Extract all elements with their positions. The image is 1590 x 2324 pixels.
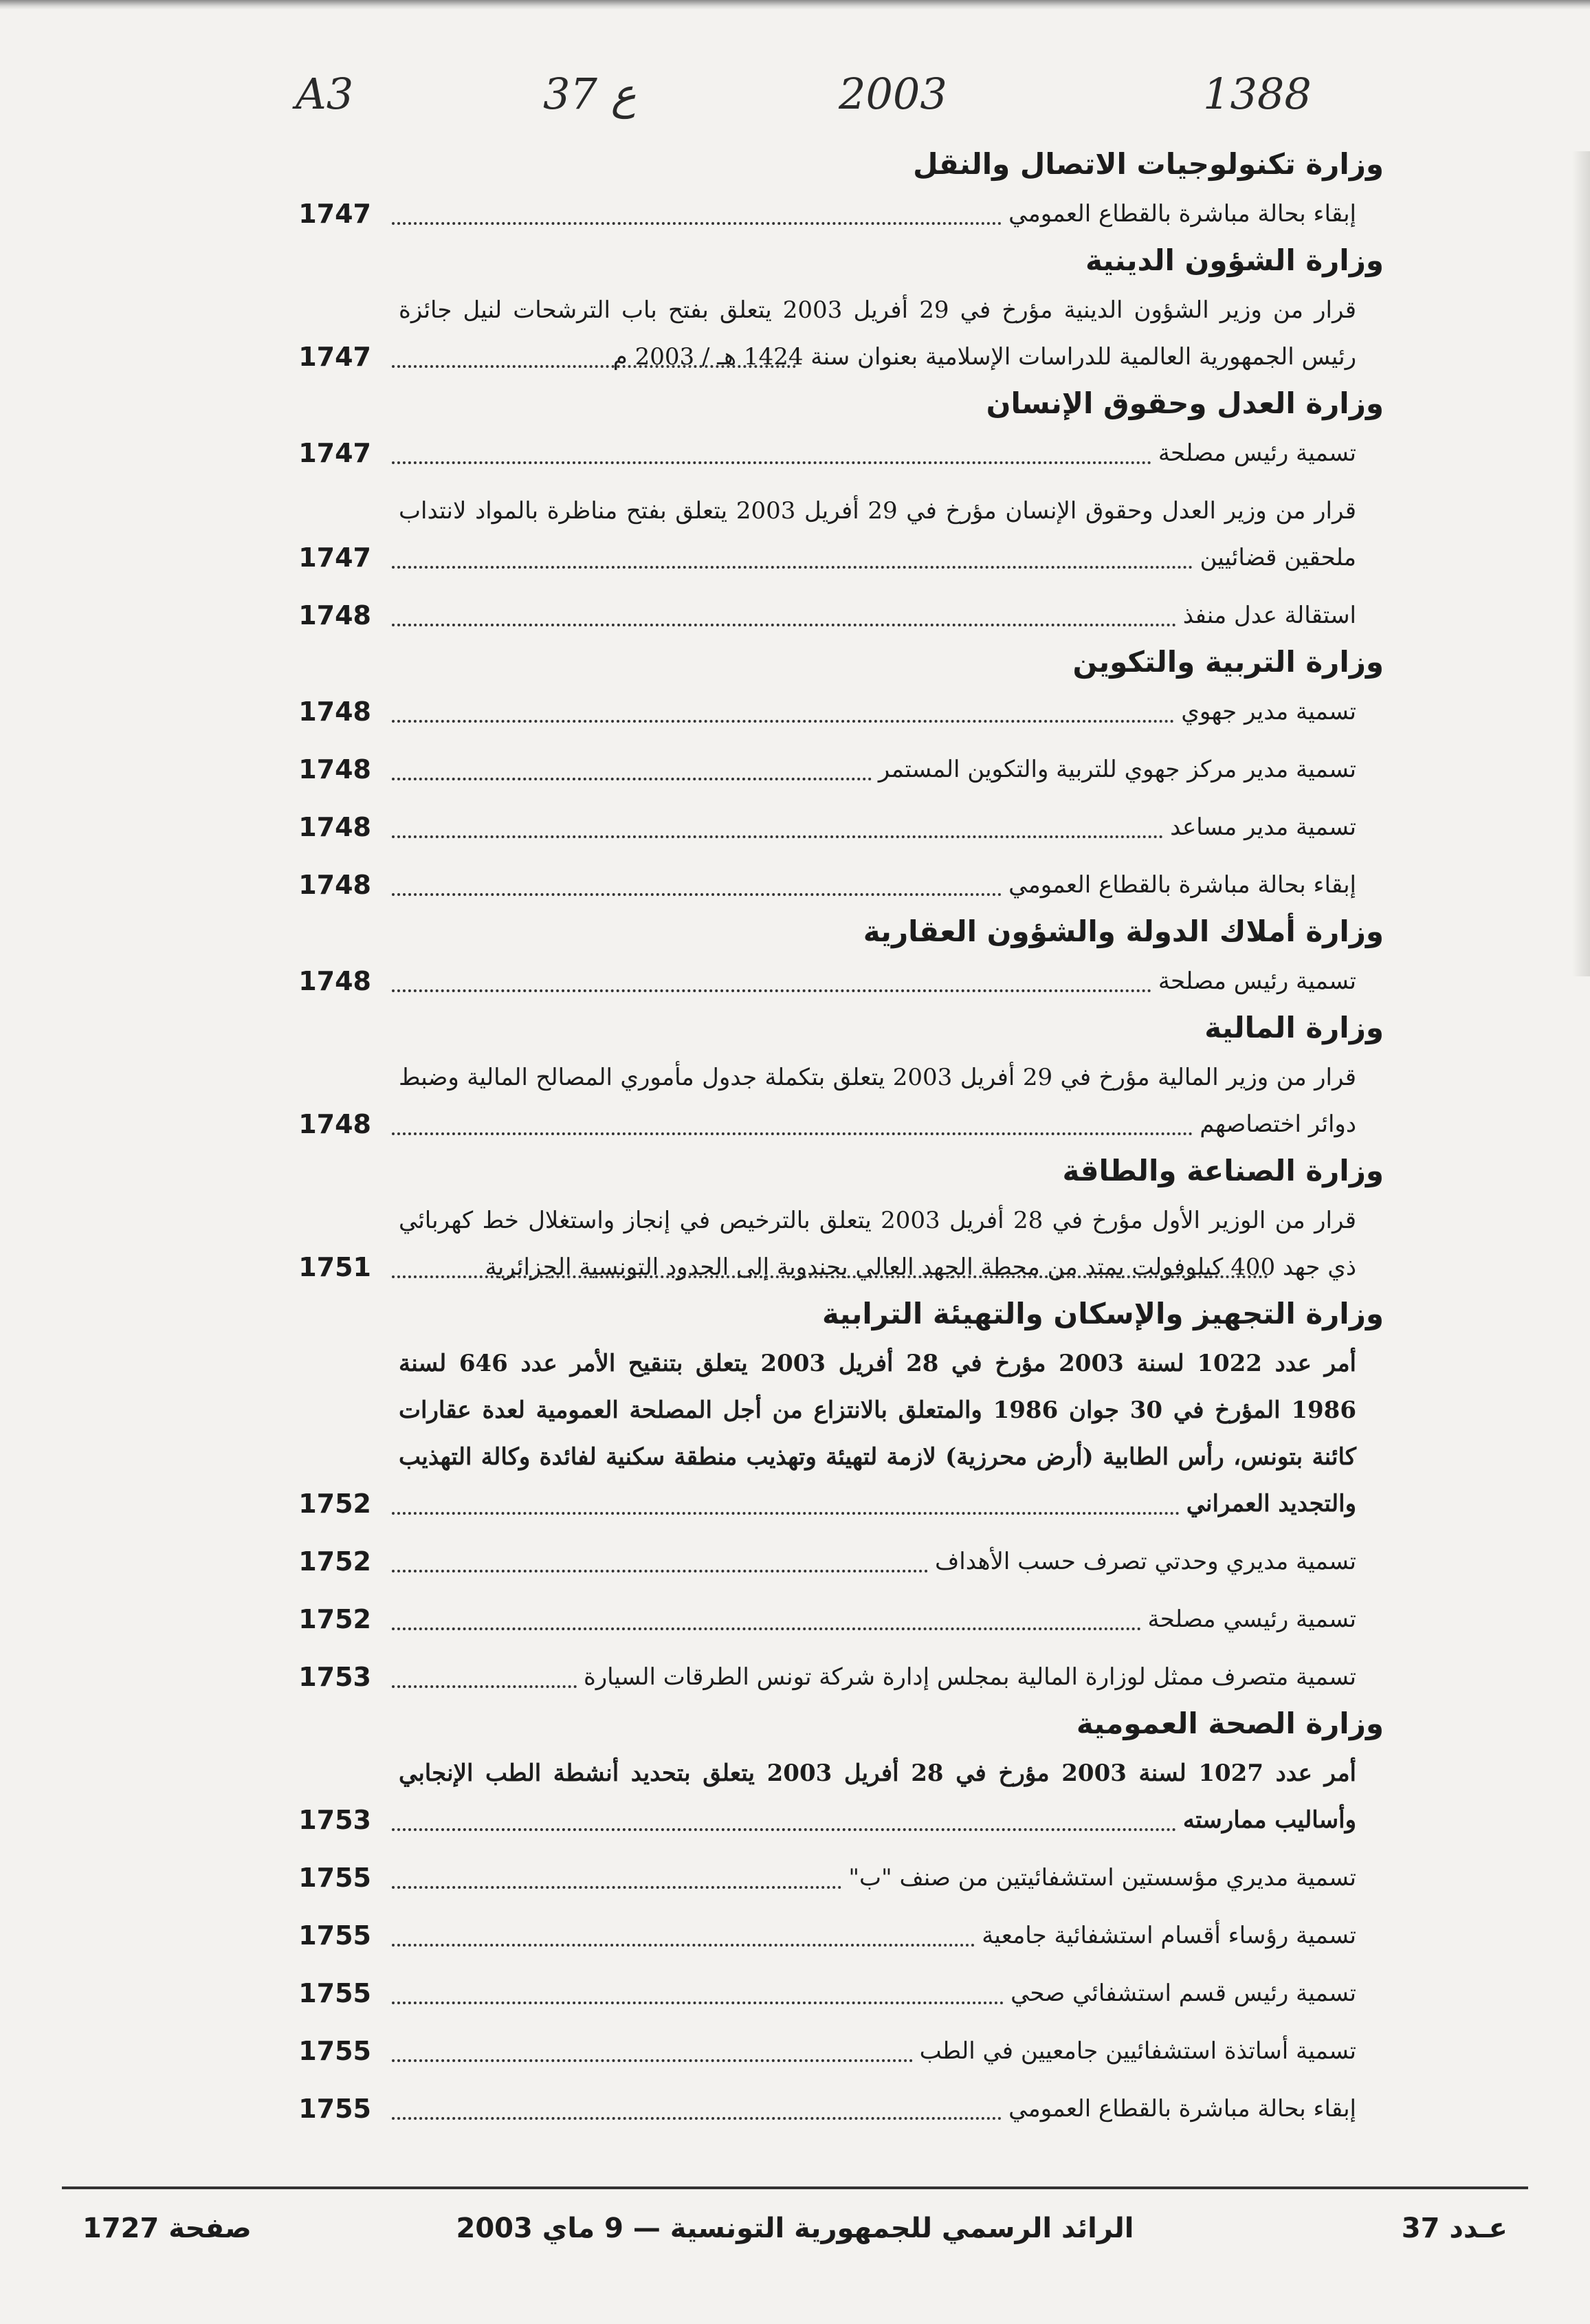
- dot-leader: [392, 775, 872, 780]
- entry-page-number: 1748: [298, 754, 371, 785]
- entry-title: إبقاء بحالة مباشرة بالقطاع العمومي: [1008, 200, 1356, 228]
- entry-page-number: 1755: [298, 1863, 371, 1893]
- toc-entry: [247, 592, 1384, 639]
- entry-title: تسمية مديري مؤسستين استشفائيتين من صنف "ب": [848, 1864, 1356, 1892]
- entry-page-number: 1753: [298, 1805, 371, 1835]
- handwritten-note: 2003: [839, 69, 947, 119]
- entry-title: تسمية متصرف ممثل لوزارة المالية بمجلس إدارة شركة تونس الطرقات السيارة: [583, 1663, 1356, 1691]
- ministry-heading: وزارة الصحة العمومية: [1076, 1707, 1384, 1740]
- entry-page-number: 1748: [298, 870, 371, 900]
- dot-leader: [392, 1999, 1004, 2004]
- page-footer: [62, 2204, 1528, 2252]
- journal-title: الرائد الرسمي للجمهورية التونسية — 9 ماي 2003: [456, 2213, 1134, 2244]
- entry-title: أمر عدد 1022 لسنة 2003 مؤرخ في 28 أفريل 2003 يتعلق بتنقيح الأمر عدد 646 لسنة 1986 المؤرخ في 30 جوان 1986 والمتعلق بالانتزاع من أجل المصلحة العمومية لعدة عقارات كائنة بتونس، رأس الطابية (أرض محرزية) لازمة لتهيئة وتهذيب منطقة سكنية لفائدة وكالة التهذيب والتجديد العمراني: [399, 1350, 1356, 1517]
- entry-title: تسمية رئيسي مصلحة: [1147, 1605, 1356, 1633]
- scan-shadow: [1572, 151, 1590, 976]
- entry-page-number: 1748: [298, 1109, 371, 1139]
- entry-title: قرار من وزير الشؤون الدينية مؤرخ في 29 أفريل 2003 يتعلق بفتح باب الترشحات لنيل جائزة رئيس الجمهورية العالمية للدراسات الإسلامية بعنوان سنة 1424 هـ / 2003 م: [399, 296, 1357, 371]
- issue-number: عـدد 37: [1401, 2213, 1508, 2244]
- entry-title: تسمية مديري وحدتي تصرف حسب الأهداف: [935, 1548, 1356, 1575]
- toc-entry: [247, 1750, 1384, 1843]
- entry-page-number: 1752: [298, 1604, 371, 1634]
- entry-page-number: 1747: [298, 342, 371, 372]
- dot-leader: [392, 362, 796, 368]
- dot-leader: [392, 1567, 928, 1572]
- dot-leader: [392, 717, 1174, 723]
- dot-leader: [392, 1682, 577, 1688]
- toc-entry: [247, 430, 1384, 476]
- toc-entry: [247, 1538, 1384, 1585]
- dot-leader: [392, 1883, 841, 1889]
- entry-title: تسمية رؤساء أقسام استشفائية جامعية: [982, 1922, 1356, 1949]
- entry-title: تسمية مدير جهوي: [1181, 698, 1356, 725]
- entry-page-number: 1748: [298, 966, 371, 996]
- entry-page-number: 1755: [298, 1920, 371, 1951]
- entry-page-number: 1748: [298, 812, 371, 842]
- entry-page-number: 1753: [298, 1662, 371, 1692]
- entry-title: تسمية مدير مساعد: [1170, 813, 1356, 841]
- entry-page-number: 1747: [298, 438, 371, 468]
- toc-entry: [247, 804, 1384, 851]
- toc-entry: [247, 958, 1384, 1005]
- toc-entry: [247, 1596, 1384, 1643]
- entry-title: تسمية رئيس مصلحة: [1158, 967, 1356, 995]
- toc-entry: [247, 1912, 1384, 1959]
- toc-entry: [247, 1197, 1384, 1291]
- dot-leader: [392, 1625, 1141, 1630]
- toc-entry: [247, 688, 1384, 735]
- ministry-heading: وزارة الشؤون الدينية: [1085, 243, 1384, 277]
- handwritten-note: 37 ع: [543, 69, 637, 119]
- toc-entry: [247, 1054, 1384, 1148]
- entry-title: إبقاء بحالة مباشرة بالقطاع العمومي: [1008, 871, 1356, 899]
- toc-entry: [247, 1654, 1384, 1700]
- entry-title: تسمية أساتذة استشفائيين جامعيين في الطب: [919, 2037, 1356, 2065]
- entry-title: أمر عدد 1027 لسنة 2003 مؤرخ في 28 أفريل 2003 يتعلق بتحديد أنشطة الطب الإنجابي وأساليب ممارسته: [399, 1760, 1356, 1834]
- footer-rule: [62, 2186, 1528, 2189]
- entry-title: قرار من الوزير الأول مؤرخ في 28 أفريل 2003 يتعلق بالترخيص في إنجاز واستغلال خط كهربائي ذي جهد 400 كيلوفولت يمتد من محطة الجهد العالي بجندوبة إلى الحدود التونسية الجزائرية: [399, 1207, 1356, 1281]
- entry-title: إبقاء بحالة مباشرة بالقطاع العمومي: [1008, 2095, 1356, 2123]
- dot-leader: [392, 459, 1151, 464]
- dot-leader: [392, 563, 1193, 569]
- table-of-contents: [247, 141, 1384, 2132]
- dot-leader: [392, 621, 1176, 626]
- dot-leader: [392, 1130, 1193, 1135]
- entry-page-number: 1752: [298, 1546, 371, 1577]
- ministry-heading: وزارة أملاك الدولة والشؤون العقارية: [863, 914, 1384, 948]
- ministry-heading: وزارة التربية والتكوين: [1072, 645, 1384, 679]
- toc-entry: [247, 1970, 1384, 2017]
- toc-entry: [247, 487, 1384, 581]
- entry-page-number: 1755: [298, 2094, 371, 2124]
- entry-page-number: 1751: [298, 1252, 371, 1282]
- entry-title: تسمية مدير مركز جهوي للتربية والتكوين المستمر: [878, 756, 1356, 783]
- ministry-heading: وزارة تكنولوجيات الاتصال والنقل: [913, 147, 1384, 181]
- handwritten-notes: [0, 69, 1590, 151]
- handwritten-note: A3: [296, 69, 354, 119]
- dot-leader: [392, 1509, 1180, 1515]
- entry-title: تسمية رئيس قسم استشفائي صحي: [1011, 1980, 1356, 2007]
- ministry-heading: وزارة الصناعة والطاقة: [1062, 1154, 1384, 1187]
- entry-page-number: 1748: [298, 600, 371, 631]
- entry-page-number: 1747: [298, 542, 371, 573]
- dot-leader: [392, 1826, 1176, 1831]
- ministry-heading: وزارة التجهيز والإسكان والتهيئة الترابية: [822, 1297, 1384, 1330]
- toc-entry: [247, 190, 1384, 237]
- toc-entry: [247, 1854, 1384, 1901]
- entry-title: قرار من وزير العدل وحقوق الإنسان مؤرخ في 29 أفريل 2003 يتعلق بفتح مناظرة بالمواد لانتداب ملحقين قضائيين: [399, 497, 1357, 571]
- entry-page-number: 1755: [298, 2036, 371, 2066]
- dot-leader: [392, 833, 1163, 838]
- dot-leader: [392, 1273, 1268, 1278]
- handwritten-note: 1388: [1203, 69, 1312, 119]
- entry-page-number: 1752: [298, 1489, 371, 1519]
- ministry-heading: وزارة العدل وحقوق الإنسان: [986, 386, 1384, 420]
- ministry-heading: وزارة المالية: [1204, 1011, 1384, 1044]
- dot-leader: [392, 987, 1151, 992]
- dot-leader: [392, 2114, 1002, 2120]
- toc-entry: [247, 862, 1384, 908]
- page-number: صفحة 1727: [82, 2213, 252, 2244]
- entry-title: استقالة عدل منفذ: [1182, 602, 1356, 629]
- toc-entry: [247, 2085, 1384, 2132]
- entry-page-number: 1755: [298, 1978, 371, 2008]
- entry-title: تسمية رئيس مصلحة: [1158, 439, 1356, 467]
- toc-entry: [247, 2028, 1384, 2074]
- toc-entry: [247, 287, 1384, 380]
- entry-title: قرار من وزير المالية مؤرخ في 29 أفريل 2003 يتعلق بتكملة جدول مأموري المصالح المالية وضبط دوائر اختصاصهم: [399, 1064, 1357, 1138]
- toc-entry: [247, 1340, 1384, 1527]
- entry-page-number: 1748: [298, 697, 371, 727]
- dot-leader: [392, 890, 1002, 896]
- toc-entry: [247, 746, 1384, 793]
- dot-leader: [392, 2057, 913, 2062]
- scan-edge: [0, 0, 1590, 10]
- dot-leader: [392, 219, 1002, 225]
- entry-page-number: 1747: [298, 199, 371, 229]
- dot-leader: [392, 1941, 975, 1947]
